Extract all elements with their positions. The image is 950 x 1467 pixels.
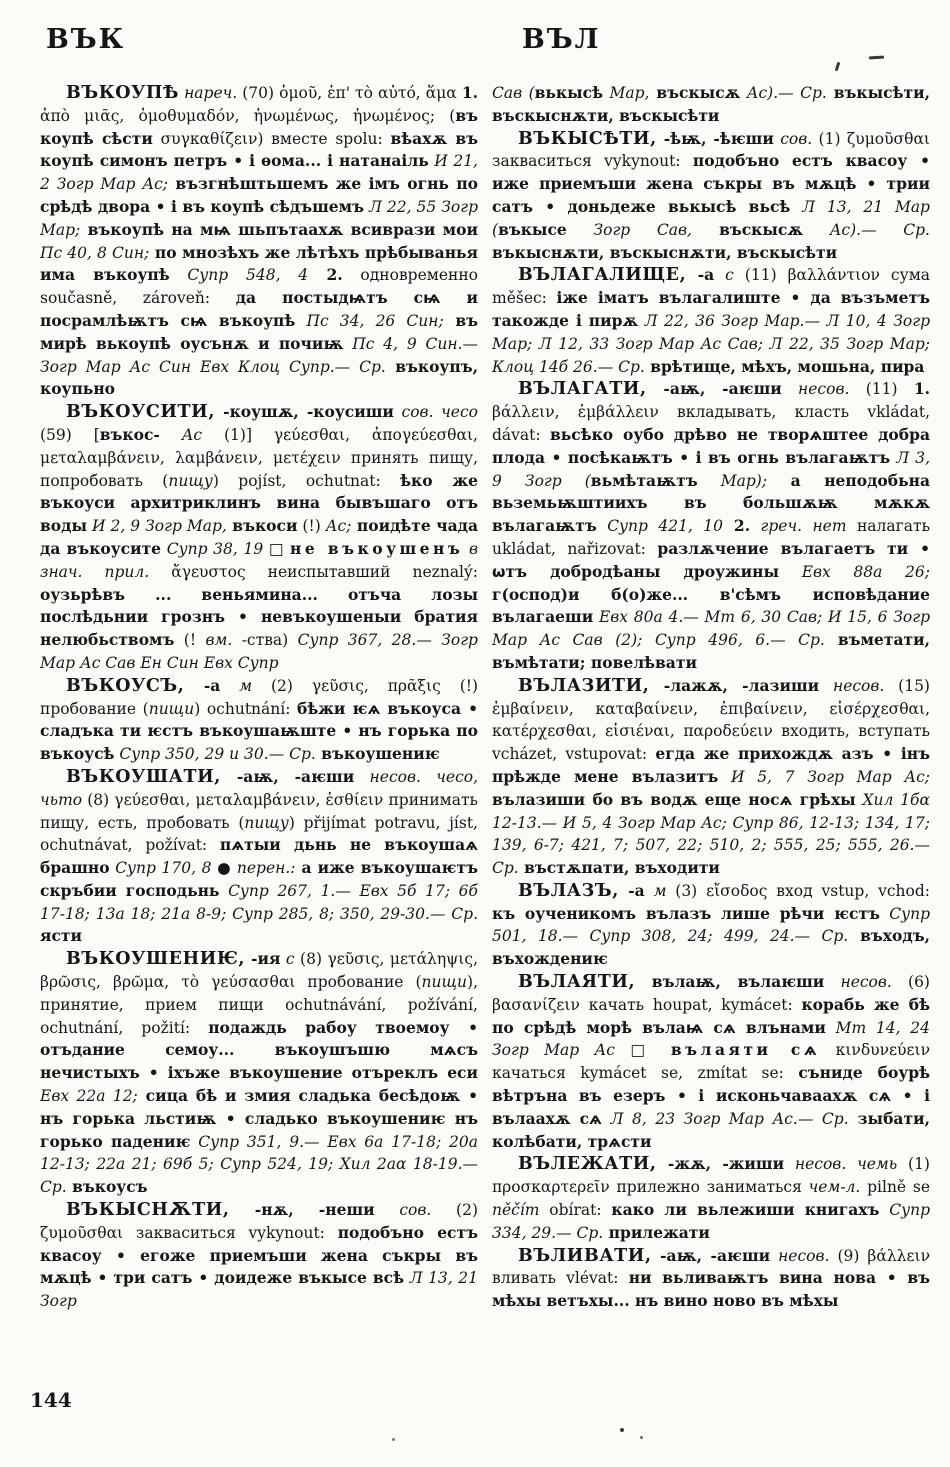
text-run: вьсѣко оубо дрѣво не творѧштее добра плода • посѣкаѭтъ • і въ огнь вълагаѭтъ xyxy=(492,424,930,467)
entry-vukoushenie xyxy=(40,948,478,1199)
headword: ВЪЛЕЖАТИ, xyxy=(518,1154,657,1175)
scan-artifact xyxy=(640,1436,643,1439)
text-run: 2. xyxy=(308,265,343,285)
headword: ВЪЛАГАЛИЩЕ, xyxy=(518,265,687,286)
text-run: налагать ukládat, nařizovat: xyxy=(492,517,931,558)
text-run: вьмѣтаѭтъ xyxy=(590,470,698,490)
text-run: (! xyxy=(174,631,206,650)
text-run: в знач. прил. xyxy=(40,539,478,581)
text-run: (3) εἴσοδος вход vstup, vchod: xyxy=(666,881,930,900)
text-run: Л 8, 23 Зогр Мар Ас.— Ср. xyxy=(601,1109,849,1128)
text-run: (!) xyxy=(297,517,326,536)
left-column-text xyxy=(40,82,478,1313)
text-run: Супр 38, 19 xyxy=(161,539,264,558)
headword: ВЪКОУПѢ xyxy=(66,83,180,103)
text-run: (8) γεῦσις, μετάληψις, βρῶσις, βρῶμα, τὸ γεύσασθαι пробование ( xyxy=(40,950,478,992)
text-run: Ас).— Ср. xyxy=(803,220,930,239)
entry-vulaziti xyxy=(492,675,930,880)
text-run: И 21, 2 Зогр Мар Ас; xyxy=(40,152,478,194)
text-run: Евх 80а 4.— Мт 6, 30 Сав; И 15, 6 Зогр Мар Ас Сав (2); Супр 496, 6.— Ср. xyxy=(492,608,930,650)
text-run: 2. xyxy=(723,516,751,536)
text-run: съниде боурѣ вѣтръна въ езеръ • і исконьчаваахѫ сѧ • і вълаахѫ сѧ xyxy=(492,1063,930,1128)
text-run: Пс 40, 8 Син; xyxy=(40,243,150,262)
text-run: ἀπὸ μιᾶς, ὁμοθυμαδόν, ἡνωμένως, ἡνωμένος; ( xyxy=(40,106,456,125)
text-run: пищу xyxy=(168,471,213,490)
text-run: сов. xyxy=(773,129,813,148)
text-run: -аѭ, -аѥши xyxy=(221,766,355,786)
text-run: подобъно естъ квасоу • егоже приемъши жена съкры въ мѫцѣ • три сатъ • доидеже въкысе всѣ xyxy=(40,1222,478,1288)
text-run: чем-л. xyxy=(808,1178,861,1197)
text-run: (9) βάλλειν вливать vlévat: xyxy=(492,1246,930,1288)
text-run: -нѫ, -неши xyxy=(229,1200,375,1220)
text-run: пѧтыи дьнь не въкоушаѧ брашно xyxy=(40,835,479,878)
text-run: оузьрѣвъ ... веньямина... отъча лозы послѣдьнии грознъ • невъкоушеныи братия нелюбьствомъ xyxy=(40,584,478,650)
text-run: -жѫ, -жиши xyxy=(656,1154,785,1174)
text-run: вълаяти сѧ xyxy=(670,1040,821,1060)
text-run: с xyxy=(280,950,295,969)
text-run: не въкоушенъ xyxy=(290,538,464,558)
text-run: зыбати, колѣбати, трѧсти xyxy=(492,1108,930,1151)
text-run: ) pojíst, ochutnat: xyxy=(212,471,401,490)
text-run: подобъно естъ квасоу • иже приемъши жена съкры въ мѫцѣ • трии сатъ • доньдеже вькысѣ вьсѣ xyxy=(492,151,930,216)
text-run: пищи xyxy=(148,699,195,718)
text-run: -а xyxy=(618,880,645,900)
right-column xyxy=(492,24,930,1313)
text-run: въкоупѣ на мѩ шьпътаахѫ всиврази мои xyxy=(80,219,478,239)
text-run: -а xyxy=(184,675,221,695)
text-run: греч. нет xyxy=(750,517,847,536)
text-run: въкысе xyxy=(498,219,567,239)
left-column xyxy=(40,24,478,1313)
text-run: несов. xyxy=(781,380,850,399)
text-run: въходъ, въхождениѥ xyxy=(492,926,930,969)
text-run: -лажѫ, -лазиши xyxy=(649,675,820,695)
text-run: въскысѫ xyxy=(649,83,741,102)
text-run: □ xyxy=(263,539,291,558)
headword: ВЪКОУШЕНИѤ, xyxy=(66,949,246,970)
text-run: с xyxy=(714,266,734,285)
text-run: да постыдѩтъ сѩ и посрамлѣѭтъ сѩ въкоупѣ xyxy=(40,288,478,330)
text-run: Супр 421, 10 xyxy=(596,517,724,536)
text-run: несов. xyxy=(824,973,892,992)
text-run: егда же прихождѫ азъ • інъ прѣжде мене вълазитъ xyxy=(492,744,930,786)
entry-vukysnoti xyxy=(40,1199,478,1313)
text-run: συγκαθίζειν) вместе spolu: xyxy=(152,129,391,148)
text-run: □ xyxy=(614,1041,671,1060)
text-run: Л 3, 9 Зогр ( xyxy=(492,448,930,490)
text-run: -ства) xyxy=(232,631,298,650)
text-run: г(оспод)и б(о)же... в'сѣмъ исповѣдание вълагаеши xyxy=(492,584,930,627)
text-run: (59) [ xyxy=(40,425,100,444)
text-run: κινδυνεύειν качаться kymácet se, zmítat se: xyxy=(492,1041,931,1083)
text-run: перен.: xyxy=(236,859,296,878)
entry-vukousiti xyxy=(40,401,478,675)
text-run: бѣжи ѥѧ въкоуса • сладъка ти ѥстъ въкоушаѭште • нъ горька по въкоусѣ xyxy=(40,698,478,764)
text-run: (15) ἐμβαίνειν, καταβαίνειν, ἐπιβαίνειν, εἰσέρχεσθαι, κατέρχεσθαι, εἰσιέναι, παροδεύειν входить, вступать vcházet, vstupovat: xyxy=(492,676,930,764)
text-run: И 5, 7 Зогр Мар Ас; xyxy=(718,767,931,786)
text-run: ѣко же въкоуси архитриклинъ вина бывъшаго отъ воды xyxy=(40,470,478,536)
entry-vulezhati xyxy=(492,1153,930,1244)
entry-vukoupe xyxy=(40,82,478,401)
text-run: възгнѣштьшемъ же імъ огнь по срѣдѣ двора • і въ коупѣ сѣдъшемъ xyxy=(40,174,478,216)
text-run: (1) ζυμοῦσθαι закваситься vykynout: xyxy=(492,129,930,171)
entry-vukyseti xyxy=(492,128,930,265)
text-run: -а xyxy=(686,265,715,285)
text-run: въкоусъ xyxy=(66,1177,148,1197)
text-run: въкоупъ, коупьно xyxy=(40,356,478,399)
text-run: ) ochutnání: xyxy=(194,699,298,718)
text-run: разлѫчение вълагаетъ ти • ѡтъ добродѣаны дроужины xyxy=(492,538,930,581)
right-column-text xyxy=(492,82,930,1313)
text-run: -ия xyxy=(245,949,281,969)
text-run: něčím xyxy=(492,1201,540,1220)
text-run: корабь же бѣ по срѣдѣ морѣ вълаѩ сѧ влънами xyxy=(492,994,930,1037)
text-run: сов. чесо xyxy=(393,403,478,422)
text-run: несов. xyxy=(770,1246,830,1265)
text-run: въскысѫ xyxy=(691,219,804,239)
text-run: (1)] γεύεσθαι, ἀπογεύεσθαι, μεταλαμβάνειν, λαμβάνειν, μετέχειν принять пищу, попробовать ( xyxy=(40,425,478,490)
text-run: а иже въкоушаѥтъ скръбии господьнь xyxy=(40,858,478,900)
text-run: Ас xyxy=(159,425,203,444)
text-run: Евх 22а 12; xyxy=(40,1087,138,1106)
text-run: Супр 267, 1.— Евх 5б 17; 6б 17-18; 13а 18; 21а 8-9; Супр 285, 8; 350, 29-30.— Ср. xyxy=(40,881,478,923)
headword: ВЪКОУСИТИ, xyxy=(66,402,216,423)
text-run: Пс 4, 9 Син.— Зогр Мар Ас Син Евх Клоц Супр.— Ср. xyxy=(40,334,478,376)
entry-vulivati xyxy=(492,1245,930,1313)
entry-vulagati xyxy=(492,378,930,674)
running-head-left: ВЪК xyxy=(46,24,126,55)
text-run: Пс 34, 26 Син; xyxy=(295,311,444,330)
text-run: ● xyxy=(211,859,237,878)
text-run: Сав ( xyxy=(492,84,535,102)
text-run: одновременно současně, zároveň: xyxy=(40,266,479,308)
page-number: 144 xyxy=(30,1388,72,1412)
text-run: Супр 350, 29 и 30.— Ср. xyxy=(114,745,316,764)
text-run: къ оученикомъ вълазъ лише рѣчи ѥстъ xyxy=(492,903,880,923)
entry-vukousu xyxy=(40,675,478,766)
text-run: (8) γεύεσθαι, μεταλαμβάνειν, ἐσθίειν принимать пищу, есть, пробовать ( xyxy=(40,790,478,832)
text-run: ясти xyxy=(40,926,82,946)
text-run: Мт 14, 24 Зогр Мар Ас xyxy=(492,1018,930,1060)
text-run: obírat: xyxy=(539,1201,612,1220)
text-run: вѣахѫ въ коупѣ симонъ петръ • і ѳома... і натанаіль xyxy=(40,128,479,171)
text-run: Зогр Сав, xyxy=(566,220,692,239)
text-run: несов. xyxy=(819,676,885,695)
text-run: вълазиши бо въ водѫ еще носѧ грѣхы xyxy=(492,789,856,809)
text-run: (70) ὁμοῦ, ἐπ' τὸ αὐτό, ἅμα xyxy=(237,84,462,102)
text-run: Супр 548, 4 xyxy=(169,266,309,285)
text-run: (11) βαλλάντιον сума měšec: xyxy=(492,266,931,308)
text-run: Супр 334, 29.— Ср. xyxy=(492,1201,930,1242)
entry-vulazu xyxy=(492,880,930,971)
text-run: пищу xyxy=(244,813,289,832)
text-run: въстѫпати, въходити xyxy=(518,858,720,878)
entry-vukoushati xyxy=(40,766,478,948)
headword: ВЪКЫСѢТИ, xyxy=(518,128,657,149)
text-run: Л 22, 36 Зогр Мар.— Л 10, 4 Зогр Мар; Л 12, 33 Зогр Мар Ас Сав; Л 22, 35 Зогр Мар; Клоц 14б 26.— Ср. xyxy=(492,311,930,376)
text-run: 1. xyxy=(913,379,931,399)
text-run: Мар, xyxy=(603,84,650,102)
text-run: Супр 501, 18.— Супр 308, 24; 499, 24.— Ср. xyxy=(492,904,930,946)
running-head-right: ВЪЛ xyxy=(522,24,601,55)
text-run: м xyxy=(220,676,253,695)
text-run: въ коупѣ сѣсти xyxy=(40,105,478,148)
text-run: въкоушениѥ xyxy=(315,744,440,764)
text-run: сица бѣ и змия сладька бесѣдоѭ • нъ горька льстиѭ • сладько въкоушениѥ нъ горько падениѥ xyxy=(40,1086,478,1151)
text-run: -аѭ, -аѥши xyxy=(651,1245,771,1265)
text-run: м xyxy=(644,881,667,900)
text-run: -коушѫ, -коусиши xyxy=(215,402,394,422)
text-run: (2) ζυμοῦσθαι закваситься vykynout: xyxy=(40,1201,478,1242)
text-run: въ мирѣ вькоупѣ оусънѫ и почиѭ xyxy=(40,310,478,353)
headword: ВЪЛАЗИТИ, xyxy=(518,675,650,696)
headword: ВЪКЫСНѪТИ, xyxy=(66,1200,230,1221)
text-run: врѣтище, мѣхъ, мошьна, пира xyxy=(644,356,925,376)
entry-vulayati xyxy=(492,971,930,1153)
text-run: нареч. xyxy=(179,84,238,102)
headword: ВЪЛИВАТИ, xyxy=(518,1245,652,1266)
text-run: како ли вьлежиши книгахъ xyxy=(611,1200,880,1220)
entry-vulagalishte xyxy=(492,264,930,378)
text-run: Ас).— Ср. xyxy=(740,84,827,102)
text-run: ἄγευστος неиспытавший neznalý: xyxy=(149,562,478,581)
text-run: вькысѣ xyxy=(534,83,603,102)
text-run: (6) βασανίζειν качать houpat, kymácet: xyxy=(492,973,930,1014)
text-run: Евх 88а 26; xyxy=(779,562,930,581)
text-run: въкоси xyxy=(226,516,298,536)
entry-vukysnoti-continuation xyxy=(492,82,930,128)
text-run: вм. xyxy=(205,631,233,650)
headword: ВЪКОУШАТИ, xyxy=(66,766,221,787)
text-run: Супр 351, 9.— Евх 6а 17-18; 20а 12-13; 22а 21; 69б 5; Супр 524, 19; Хил 2аα 18-19.— Ср. xyxy=(40,1132,478,1197)
text-run: 1. xyxy=(461,83,479,102)
text-run: Л 22, 55 Зогр Мар; xyxy=(40,197,478,239)
text-run: по мнозѣхъ же лѣтѣхъ прѣбыванья има въкоупѣ xyxy=(40,242,479,285)
text-run: βάλλειν, ἐμβάλλειν вкладывать, класть vkládat, dávat: xyxy=(492,403,930,444)
text-run: -ѣѭ, -ѣѥши xyxy=(656,128,774,148)
text-run: поидѣте чада да въкоусите xyxy=(40,516,478,558)
scan-artifact xyxy=(620,1428,624,1432)
text-run: Л 13, 21 Мар ( xyxy=(492,197,930,239)
text-run: въкыснѫти, въскыснѫти, въскысѣти xyxy=(492,242,838,262)
headword: ВЪЛАГАТИ, xyxy=(518,379,647,400)
text-run: Л 13, 21 Зогр xyxy=(40,1269,478,1311)
text-run: -аѭ, -аѥши xyxy=(646,379,782,399)
text-run: Мар); xyxy=(697,471,768,490)
text-run: въкысѣти, въскыснѫти, въскысѣти xyxy=(492,83,930,125)
text-run: подаждь рабоу твоемоу • отъдание семоу... въкоушъшю мѧсъ нечистыхъ • іхъже въкоушение отъреклъ еси xyxy=(40,1017,478,1083)
text-run: Хил 1бα 12-13.— И 5, 4 Зогр Мар Ас; Супр 86, 12-13; 134, 17; 139, 6-7; 421, 7; 507, 22; 510, 2; 555, 25; 555, 26.— Ср. xyxy=(492,790,930,878)
text-run: (2) γεῦσις, πρᾶξις (!) пробование ( xyxy=(40,676,479,718)
text-run: сов. xyxy=(374,1201,432,1220)
scan-artifact xyxy=(392,1438,395,1441)
text-run: (1) προσκαρτερεῖν прилежно заниматься xyxy=(492,1155,930,1197)
text-run: іже іматъ вълагалиште • да възъметъ такожде і пирѫ xyxy=(492,288,930,330)
text-run: пищи xyxy=(421,973,468,992)
text-run: Ас; xyxy=(325,517,352,536)
text-run: прилежати xyxy=(603,1222,710,1242)
text-run: И 2, 9 Зогр Мар, xyxy=(86,517,227,536)
text-run: Супр 170, 8 xyxy=(109,859,212,878)
text-run: а неподобьна вьземьѭштиихъ въ большѫѭ мѫкѫ вълагаѭтъ xyxy=(492,470,930,536)
headword: ВЪЛАЗЪ, xyxy=(518,880,619,901)
text-run: Супр 367, 28.— Зогр Мар Ас Сав Ен Син Евх Супр xyxy=(40,631,478,672)
text-run: несов. чемь xyxy=(784,1155,898,1174)
text-run: вълаѭ, вълаѥши xyxy=(635,972,825,992)
text-run: (11) xyxy=(849,380,914,399)
text-run: въкос- xyxy=(99,424,160,444)
text-run: pilně se xyxy=(860,1178,930,1197)
text-run: ) přijímat potravu, jíst, ochutnávat, požívat: xyxy=(40,813,478,855)
text-run: ), принятие, прием пищи ochutnávání, požívání, ochutnání, požití: xyxy=(40,973,478,1037)
headword: ВЪКОУСЪ, xyxy=(66,675,185,696)
text-run: въметати, въмѣтати; повелѣвати xyxy=(492,630,930,672)
headword: ВЪЛАЯТИ, xyxy=(518,972,636,993)
text-run: ни вьливаѭтъ вина нова • въ мѣхы ветъхы... нъ вино ново въ мѣхы xyxy=(492,1268,930,1311)
text-run: несов. чесо, чьто xyxy=(40,767,479,809)
